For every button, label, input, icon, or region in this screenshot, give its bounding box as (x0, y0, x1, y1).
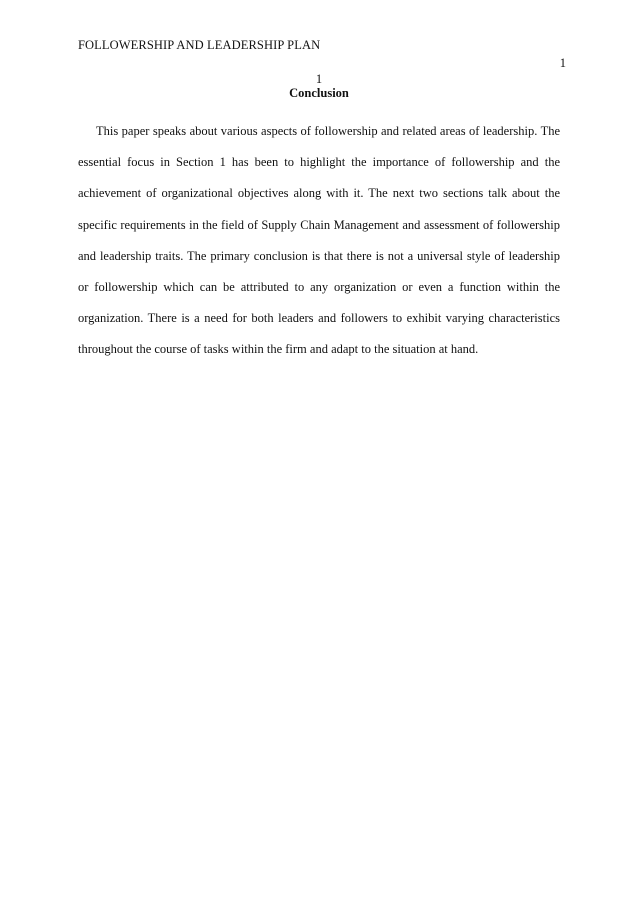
page-number: 1 (559, 56, 566, 70)
section-title: Conclusion (289, 86, 349, 100)
running-head: FOLLOWERSHIP AND LEADERSHIP PLAN (78, 38, 321, 52)
section-number: 1 (315, 72, 323, 86)
body-paragraph: This paper speaks about various aspects of followership and related areas of leadership. The essential focus in Section 1 has been to highlight the importance of followership and the achievement of organizational objectives along with it. The next two sections talk about the specific requirements in the field of Supply Chain Management and assessment of followership and leadership traits. The primary conclusion is that there is not a universal style of leadership or followership which can be attributed to any organization or even a function within the organization. There is a need for both leaders and followers to exhibit varying characteristics throughout the course of tasks within the firm and adapt to the situation at hand. (78, 124, 560, 357)
